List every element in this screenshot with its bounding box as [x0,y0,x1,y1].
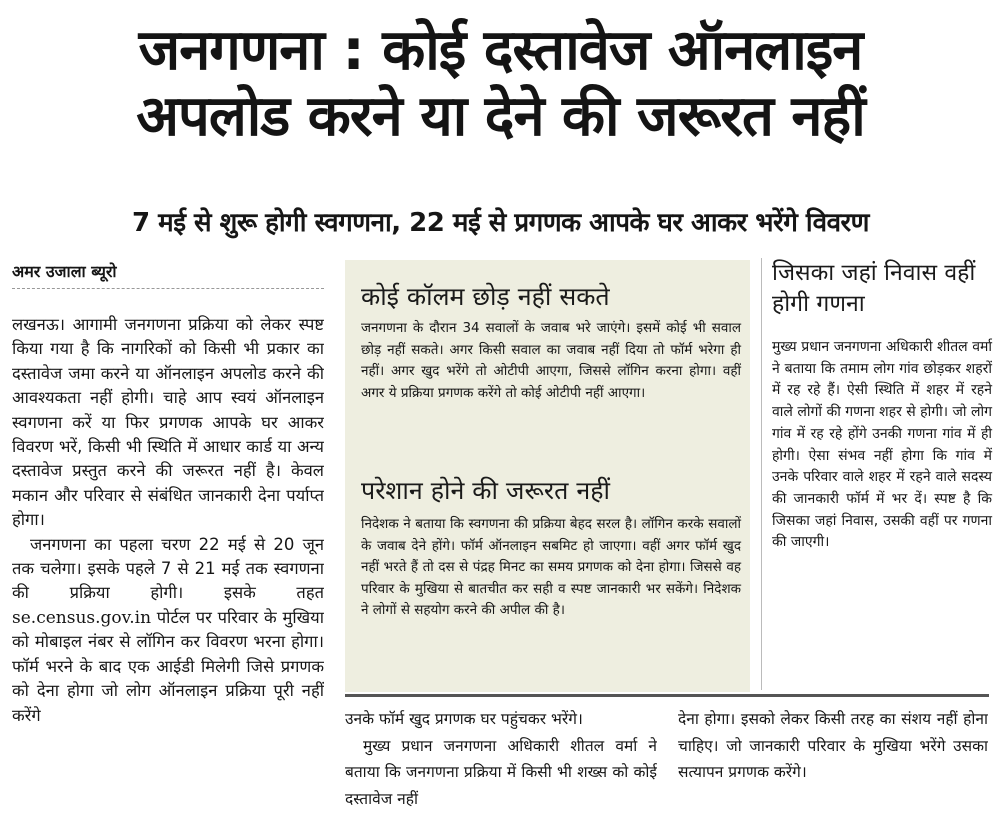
headline-line-1: जनगणना : कोई दस्तावेज ऑनलाइन [138,18,863,83]
info-box-text-2: निदेशक ने बताया कि स्वगणना की प्रक्रिया बेहद सरल है। लॉगिन करके सवालों के जवाब देने होंगे। फॉर्म ऑनलाइन सबमिट हो जाएगा। वहीं अगर फॉर्म खुद नहीं भरते हैं तो दस से पंद्रह मिनट का समय प्रगणक को देना होगा। जिससे वह परिवार के मुखिया से बातचीत कर सही व स्पष्ट जानकारी भर सकेंगे। निदेशक ने लोगों से सहयोग करने की अपील की है। [361,516,741,619]
article-body-column-1 [12,313,324,823]
article-body-column-3 [678,706,988,823]
body-paragraph-2-part-b: पोर्टल पर परिवार के मुखिया को मोबाइल नंबर से लॉगिन कर विवरण भरना होगा। फॉर्म भरने के बाद एक आईडी मिलेगी जिसे प्रगणक को देना होगा जो लोग ऑनलाइन प्रक्रिया पूरी नहीं करेंगे [12,607,324,725]
column-divider [761,258,762,690]
census-portal-url: se.census.gov.in [12,607,152,628]
column-3-heading: जिसका जहां निवास वहीं होगी गणना [772,260,976,317]
headline [8,18,993,150]
info-box [345,260,750,692]
bottom-mid-paragraph-2: मुख्य प्रधान जनगणना अधिकारी शीतल वर्मा ने बताया कि जनगणना प्रक्रिया में किसी भी शख्स को कोई दस्तावेज नहीं [345,736,657,808]
bottom-right-paragraph-1: देना होगा। इसको लेकर किसी तरह का संशय नहीं होना चाहिए। जो जानकारी परिवार के मुखिया भरेंगे उसका सत्यापन प्रगणक करेंगे। [678,710,988,781]
byline-divider [12,288,324,290]
byline: अमर उजाला ब्यूरो [12,262,117,281]
bottom-section-rule [345,694,989,697]
subheadline: 7 मई से शुरू होगी स्वगणना, 22 मई से प्रगणक आपके घर आकर भरेंगे विवरण [132,208,869,238]
info-box-heading-2: परेशान होने की जरूरत नहीं [361,476,610,505]
body-paragraph-1: लखनऊ। आगामी जनगणना प्रक्रिया को लेकर स्पष्ट किया गया है कि नागरिकों को किसी भी प्रकार का दस्तावेज जमा करने या ऑनलाइन अपलोड करने की आवश्यकता नहीं होगी। चाहे आप स्वयं ऑनलाइन स्वगणना करें या फिर प्रगणक आपके घर आकर विवरण भरें, किसी भी स्थिति में आधार कार्ड या अन्य दस्तावेज प्रस्तुत करने की जरूरत नहीं है। केवल मकान और परिवार से संबंधित जानकारी देना पर्याप्त होगा। [12,315,324,530]
body-paragraph-2-part-a: जनगणना का पहला चरण 22 मई से 20 जून तक चलेगा। इसके पहले 7 से 21 मई तक स्वगणना की प्रक्रिया होगी। इसके तहत [12,534,324,603]
info-box-heading-1: कोई कॉलम छोड़ नहीं सकते [361,282,610,311]
body-paragraph-2 [12,533,324,728]
article-body-column-2 [345,706,657,823]
column-3-text: मुख्य प्रधान जनगणना अधिकारी शीतल वर्मा ने बताया कि तमाम लोग गांव छोड़कर शहरों में रह रहे हैं। ऐसी स्थिति में शहर में रहने वाले लोगों की गणना शहर से होगी। जो लोग गांव में रह रहे होंगे उनकी गणना गांव में ही होगी। ऐसा संभव नहीं होगा कि गांव में उनके परिवार वाले शहर में रहने वाले सदस्य की जानकारी फॉर्म में भर दें। स्पष्ट है कि जिसका जहां निवास, उसकी वहीं पर गणना की जाएगी। [772,339,992,551]
headline-line-2: अपलोड करने या देने की जरूरत नहीं [136,84,865,149]
bottom-mid-paragraph-1: उनके फॉर्म खुद प्रगणक घर पहुंचकर भरेंगे। [345,710,583,728]
info-box-text-1: जनगणना के दौरान 34 सवालों के जवाब भरे जाएंगे। इसमें कोई भी सवाल छोड़ नहीं सकते। अगर किसी सवाल का जवाब नहीं दिया तो फॉर्म भरेगा ही नहीं। अगर खुद भरेंगे तो ओटीपी आएगा, जिससे लॉगिन करना होगा। वहीं अगर ये प्रक्रिया प्रगणक करेंगे तो कोई ओटीपी नहीं आएगा। [361,320,741,401]
